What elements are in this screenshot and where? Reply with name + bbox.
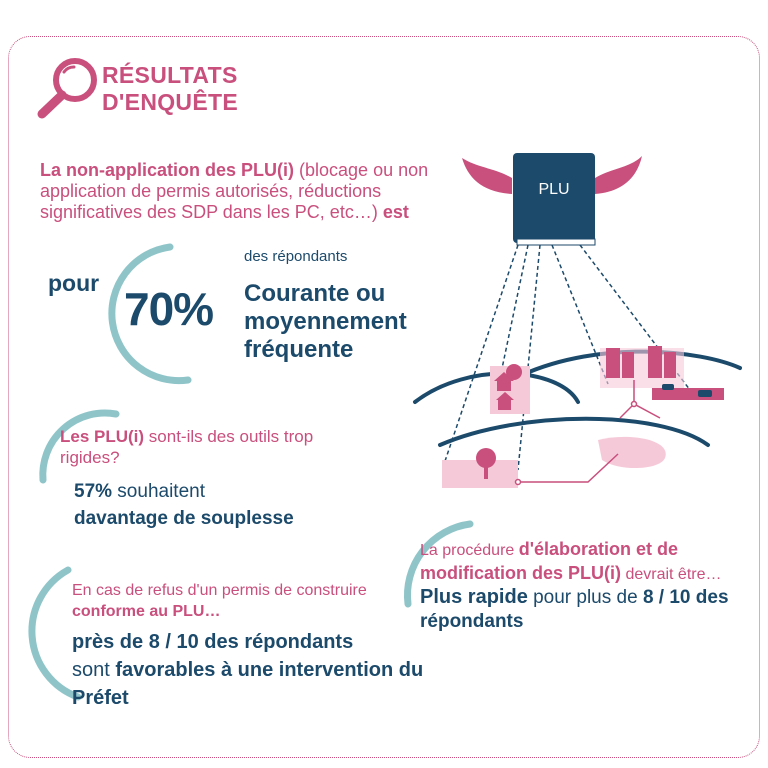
svg-text:PLU: PLU (538, 181, 570, 198)
q1-answer (74, 478, 374, 532)
intro-text (40, 160, 470, 223)
q2-answer-mid: sont (72, 659, 116, 681)
stat-respondents: des répondants (244, 248, 348, 265)
q3-text: La procédure (420, 542, 519, 559)
q1-bold: Les PLU(i) (60, 427, 145, 446)
stat-prefix: pour (48, 270, 100, 296)
q1-answer-mid: souhaitent (112, 481, 205, 502)
q2-question (72, 580, 392, 622)
q3-bold: d'élaboration et de modification des PLU(i) (420, 539, 679, 583)
search-icon (42, 61, 94, 114)
q2-answer (72, 628, 442, 712)
title-line-2: D'ENQUÊTE (102, 89, 238, 115)
car-icon (698, 390, 712, 397)
q3-rest: devrait être… (621, 566, 722, 583)
page-title (102, 62, 238, 116)
q1-answer-end: davantage de souplesse (74, 508, 294, 529)
q2-answer-bold: près de 8 / 10 des répondants (72, 631, 354, 653)
intro-bold: La non-application des PLU(i) (40, 160, 295, 180)
stat-label: Courante ou moyennement fréquente (244, 280, 407, 363)
q3-answer-bold2: 8 / 10 des répondants (420, 587, 729, 632)
q3-question (420, 538, 750, 634)
q1-rest: sont-ils des outils trop rigides? (60, 427, 314, 467)
plu-book-icon (462, 153, 642, 245)
q1-answer-pct: 57% (74, 481, 113, 502)
stat-percent: 70% (124, 283, 214, 335)
intro-rest: (blocage ou non application de permis autorisés, réductions significatives des SDP dans les PC, etc…) (40, 160, 429, 222)
q2-text: En cas de refus d'un permis de construire (72, 582, 367, 599)
q2-bold: conforme au PLU… (72, 603, 221, 620)
intro-end: est (382, 202, 409, 222)
q3-answer-bold: Plus rapide (420, 586, 528, 608)
q2-answer-bold2: favorables à une intervention du Préfet (72, 659, 424, 709)
title-line-1: RÉSULTATS (102, 62, 238, 88)
q3-answer-mid: pour plus de (527, 587, 643, 608)
q1-question (60, 426, 360, 468)
